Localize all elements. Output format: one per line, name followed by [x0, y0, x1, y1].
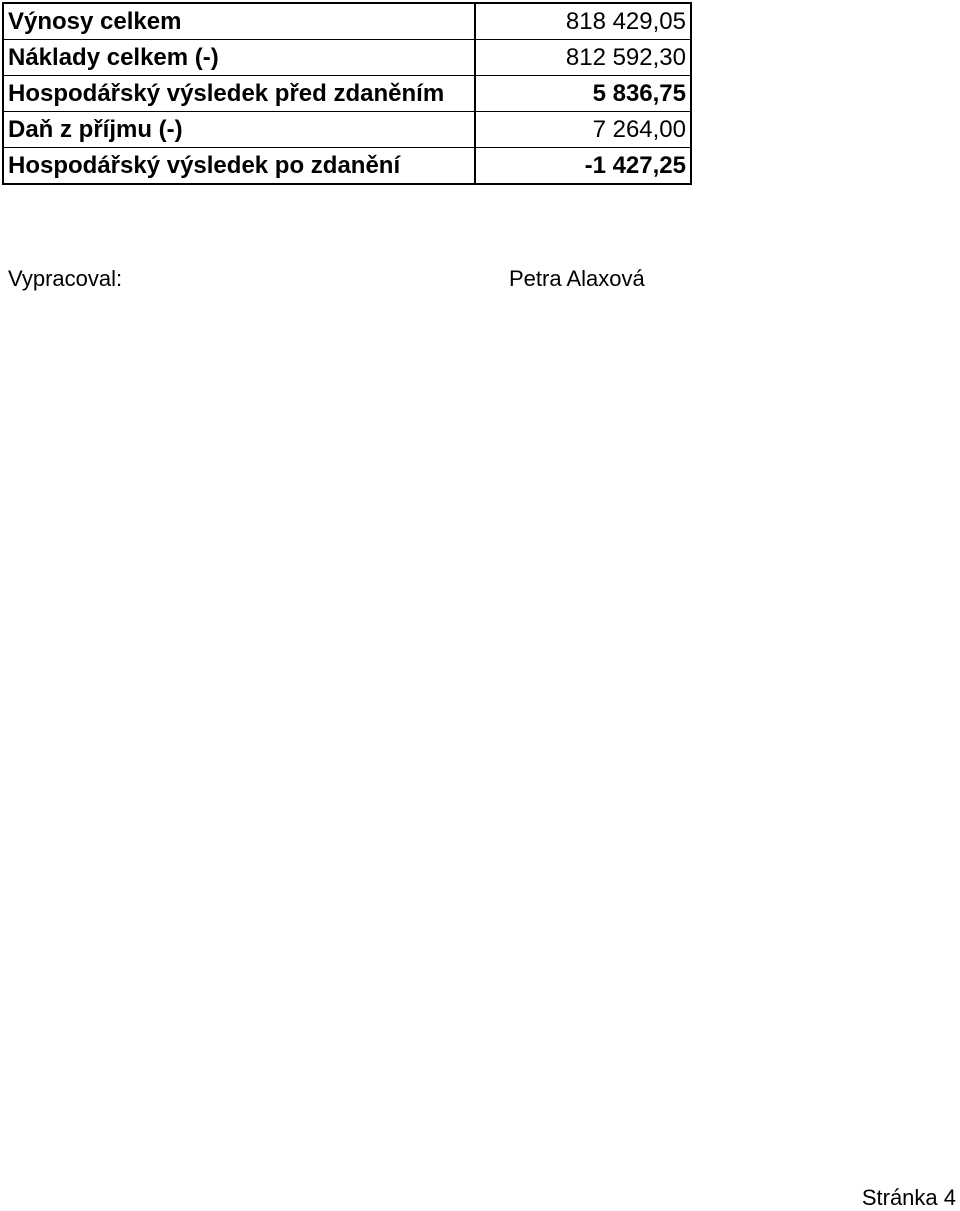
table-row [3, 76, 691, 112]
row-label-revenue: Výnosy celkem [3, 3, 475, 40]
row-value-profit-before-tax: 5 836,75 [475, 76, 691, 112]
row-label-profit-after-tax: Hospodářský výsledek po zdanění [3, 148, 475, 185]
page-number: Stránka 4 [861, 1185, 956, 1210]
row-label-income-tax: Daň z příjmu (-) [3, 112, 475, 148]
row-label-costs: Náklady celkem (-) [3, 40, 475, 76]
row-value-costs: 812 592,30 [475, 40, 691, 76]
row-value-revenue: 818 429,05 [475, 3, 691, 40]
row-value-profit-after-tax: -1 427,25 [475, 148, 691, 185]
summary-table [2, 2, 692, 185]
row-label-profit-before-tax: Hospodářský výsledek před zdaněním [3, 76, 475, 112]
table-row [3, 148, 691, 185]
table-row [3, 40, 691, 76]
prepared-by-name: Petra Alaxová [509, 266, 645, 291]
row-value-income-tax: 7 264,00 [475, 112, 691, 148]
table-row [3, 3, 691, 40]
prepared-by-label: Vypracoval: [8, 266, 123, 291]
table-row [3, 112, 691, 148]
